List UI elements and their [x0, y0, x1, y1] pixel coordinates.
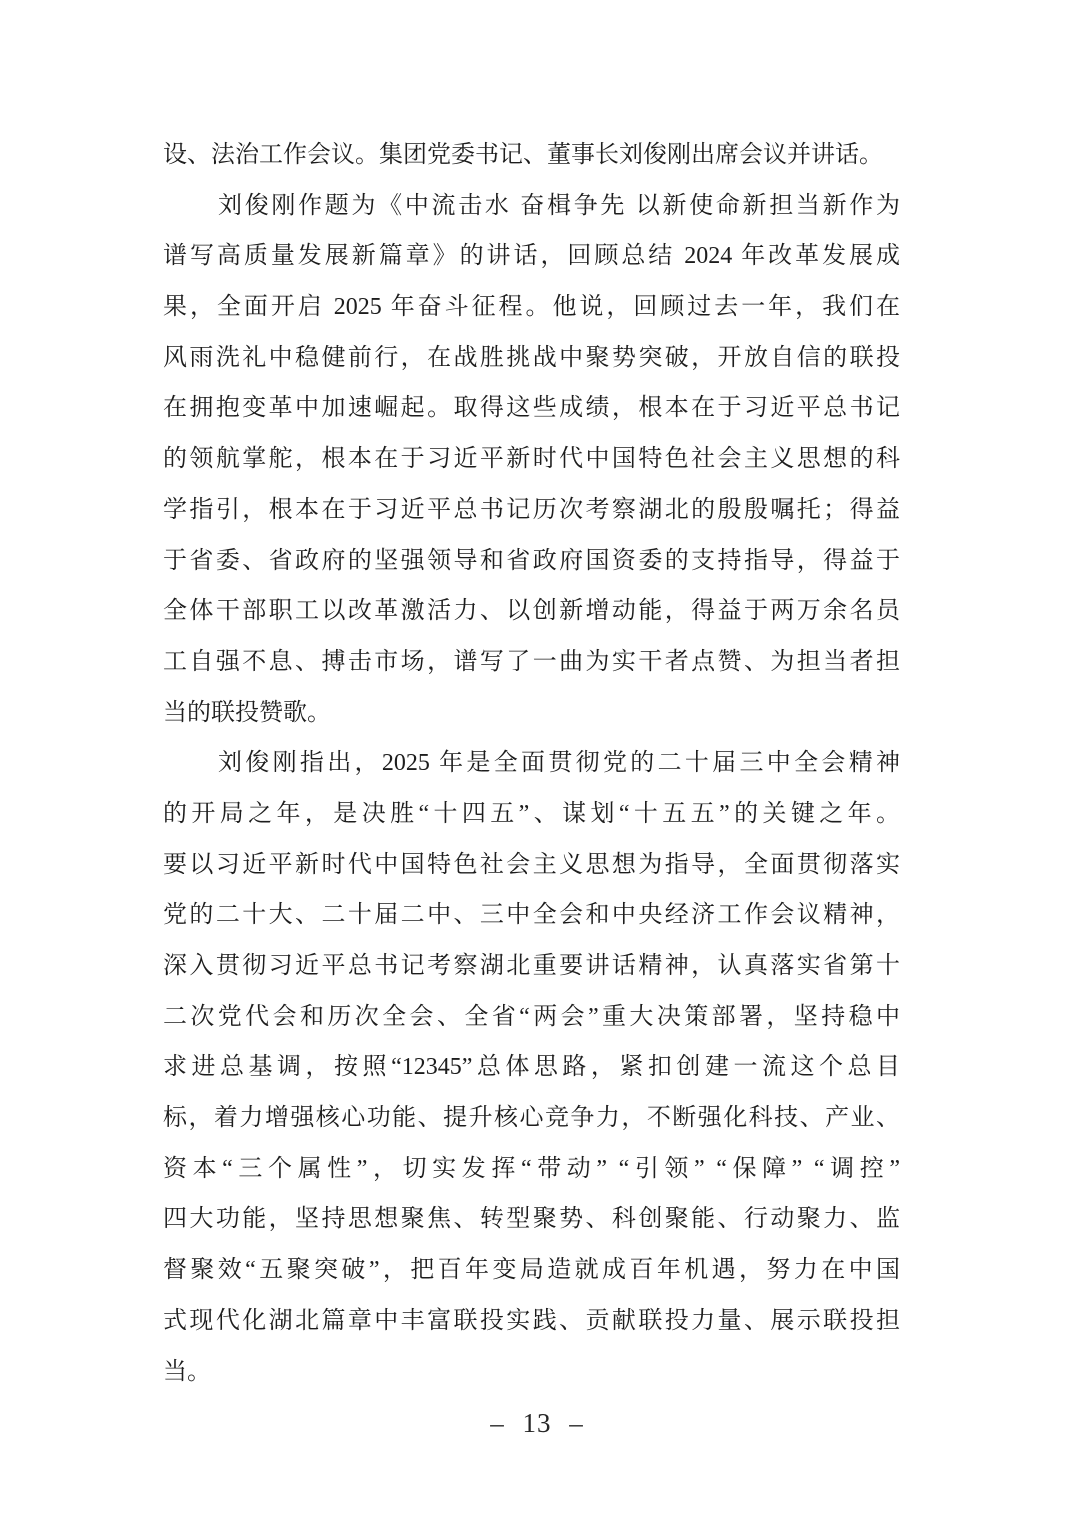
- text-line: 当的联投赞歌。: [163, 699, 331, 726]
- text-line: 深入贯彻习近平总书记考察湖北重要讲话精神，认真落实省第十: [163, 953, 900, 979]
- text-line: 工自强不息、搏击市场，谱写了一曲为实干者点赞、为担当者担: [163, 648, 900, 675]
- text-line: 学指引，根本在于习近平总书记历次考察湖北的殷殷嘱托；得益: [163, 496, 900, 523]
- text-line: 标，着力增强核心功能、提升核心竞争力，不断强化科技、产业、: [163, 1105, 900, 1132]
- text-line: 要以习近平新时代中国特色社会主义思想为指导，全面贯彻落实: [163, 851, 900, 878]
- text-line: 的开局之年，是决胜“十四五”、谋划“十五五”的关键之年。: [163, 800, 900, 827]
- text-line: 全体干部职工以改革激活力、以创新增动能，得益于两万余名员: [163, 598, 900, 625]
- text-line: 果，全面开启 2025 年奋斗征程。他说，回顾过去一年，我们在: [163, 294, 900, 321]
- text-line: 四大功能，坚持思想聚焦、转型聚势、科创聚能、行动聚力、监: [163, 1206, 900, 1233]
- text-line: 式现代化湖北篇章中丰富联投实践、贡献联投力量、展示联投担: [163, 1307, 900, 1334]
- text-line: 刘俊刚作题为《中流击水 奋楫争先 以新使命新担当新作为: [218, 192, 900, 219]
- text-line: 刘俊刚指出，2025 年是全面贯彻党的二十届三中全会精神: [218, 750, 900, 777]
- text-line: 风雨洗礼中稳健前行，在战胜挑战中聚势突破，开放自信的联投: [163, 344, 900, 371]
- text-line: 的领航掌舵，根本在于习近平新时代中国特色社会主义思想的科: [163, 446, 900, 473]
- text-line: 谱写高质量发展新篇章》的讲话，回顾总结 2024 年改革发展成: [163, 243, 900, 270]
- text-line: 督聚效“五聚突破”，把百年变局造就成百年机遇，努力在中国: [163, 1257, 900, 1284]
- text-line: 二次党代会和历次全会、全省“两会”重大决策部署，坚持稳中: [163, 1003, 900, 1030]
- text-line: 资本“三个属性”，切实发挥“带动” “引领” “保障” “调控”: [163, 1155, 900, 1182]
- page-number: – 13 –: [490, 1408, 584, 1438]
- document-body: [163, 130, 900, 1397]
- text-line: 求进总基调，按照“12345”总体思路，紧扣创建一流这个总目: [163, 1054, 900, 1081]
- text-line: 于省委、省政府的坚强领导和省政府国资委的支持指导，得益于: [163, 547, 900, 574]
- text-line: 当。: [163, 1358, 211, 1385]
- text-line: 在拥抱变革中加速崛起。取得这些成绩，根本在于习近平总书记: [163, 395, 900, 422]
- text-line: 党的二十大、二十届二中、三中全会和中央经济工作会议精神，: [163, 902, 900, 929]
- page-footer: [0, 1408, 1074, 1439]
- text-line: 设、法治工作会议。集团党委书记、董事长刘俊刚出席会议并讲话。: [163, 142, 883, 168]
